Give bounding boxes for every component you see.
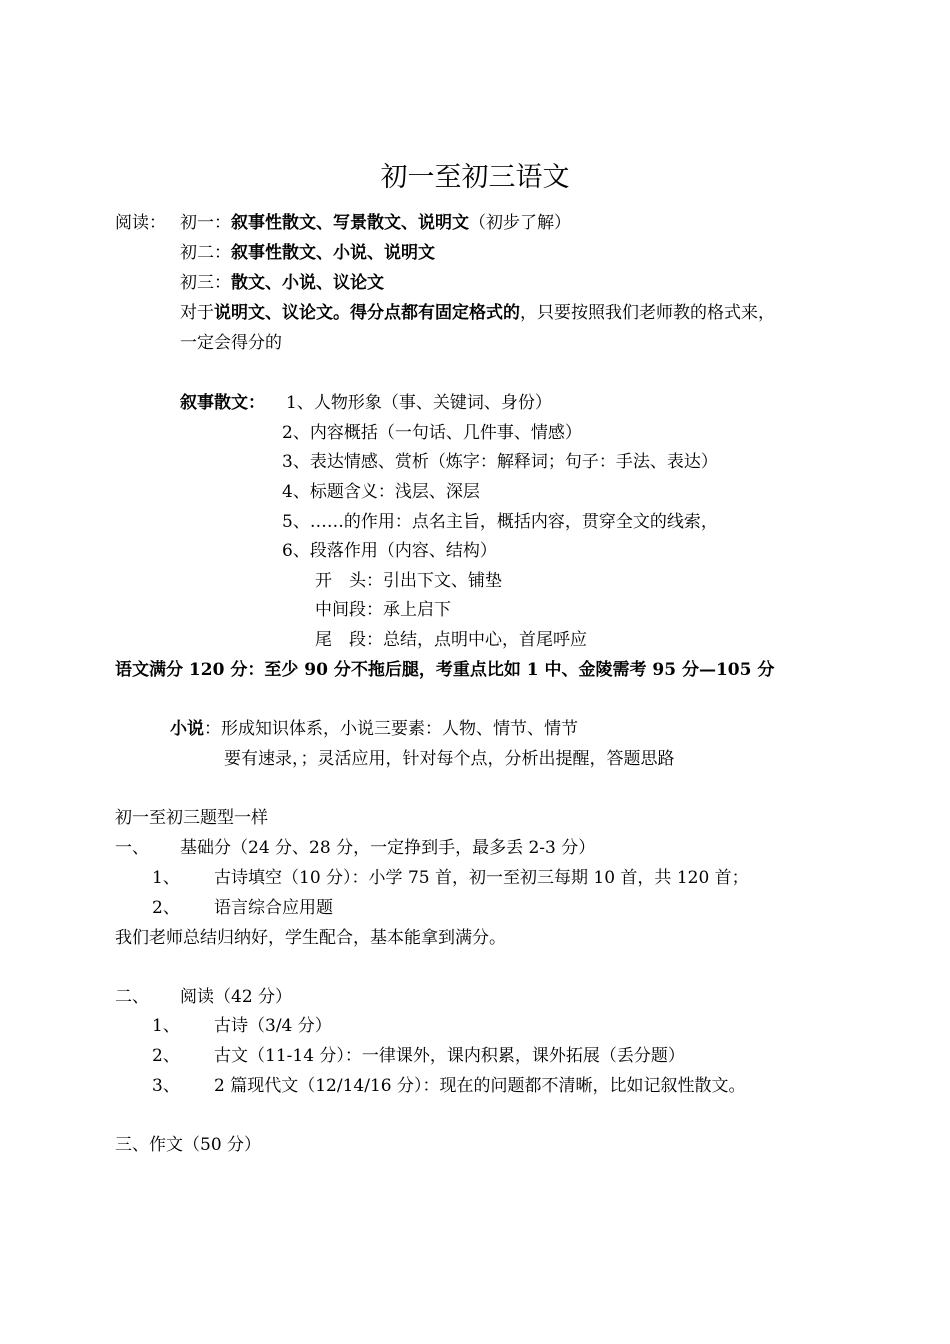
note-bold: 说明文、议论文。得分点都有固定格式的	[214, 303, 520, 323]
paragraph-role-item: 中间段：承上启下	[315, 600, 451, 620]
narrative-item: 3、表达情感、赏析（炼字：解释词；句子：手法、表达）	[282, 452, 718, 472]
paragraph-role-item: 尾 段：总结，点明中心，首尾呼应	[315, 630, 587, 650]
reading-grade2	[180, 243, 435, 263]
narrative-item: 6、段落作用（内容、结构）	[282, 541, 497, 561]
grade1-prefix: 初一：	[180, 213, 231, 233]
reading-note-line2: 一定会得分的	[180, 333, 282, 353]
section1-text: 基础分（24 分、28 分，一定挣到手，最多丢 2-3 分）	[180, 838, 596, 858]
reading-grade3	[180, 273, 384, 293]
grade3-genres: 散文、小说、议论文	[231, 273, 384, 293]
paragraph-role-item: 开 头：引出下文、铺垫	[315, 571, 502, 591]
note-prefix: 对于	[180, 303, 214, 323]
novel-line2: 要有速录，；灵活应用，针对每个点，分析出提醒，答题思路	[224, 749, 675, 769]
narrative-label: 叙事散文：	[180, 393, 265, 413]
section1-summary: 我们老师总结归纳好，学生配合，基本能拿到满分。	[115, 928, 506, 948]
note-suffix: ，只要按照我们老师教的格式来，	[520, 303, 775, 323]
section1-item-num: 1、	[152, 868, 180, 888]
reading-grade1	[180, 213, 571, 233]
section2-item-num: 3、	[152, 1076, 180, 1096]
question-types-heading: 初一至初三题型一样	[115, 808, 268, 828]
novel-text: ：形成知识体系，小说三要素：人物、情节、情节	[204, 719, 578, 739]
grade2-genres: 叙事性散文、小说、说明文	[231, 243, 435, 263]
section2-num: 二、	[115, 987, 149, 1007]
section2-item-text: 古诗（3/4 分）	[214, 1016, 332, 1036]
novel-label: 小说	[170, 719, 204, 739]
grade3-prefix: 初三：	[180, 273, 231, 293]
grade1-note: （初步了解）	[469, 213, 571, 233]
section1-item-text: 语言综合应用题	[214, 898, 333, 918]
section2-text: 阅读（42 分）	[180, 987, 293, 1007]
narrative-item: 4、标题含义：浅层、深层	[282, 482, 480, 502]
grade2-prefix: 初二：	[180, 243, 231, 263]
narrative-item: 2、内容概括（一句话、几件事、情感）	[282, 423, 582, 443]
score-note: 语文满分 120 分：至少 90 分不拖后腿，考重点比如 1 中、金陵需考 95 分—105 分	[115, 660, 775, 680]
reading-label: 阅读：	[115, 213, 166, 233]
section3-text: 三、作文（50 分）	[115, 1135, 262, 1155]
section2-item-text: 古文（11-14 分）：一律课外，课内积累，课外拓展（丢分题）	[214, 1046, 685, 1066]
novel-line1	[170, 719, 578, 739]
section1-item-num: 2、	[152, 898, 180, 918]
section1-num: 一、	[115, 838, 149, 858]
page-title: 初一至初三语文	[380, 162, 570, 193]
reading-note	[180, 303, 775, 323]
section1-item-text: 古诗填空（10 分）：小学 75 首，初一至初三每期 10 首，共 120 首；	[214, 868, 749, 888]
section2-item-text: 2 篇现代文（12/14/16 分）：现在的问题都不清晰，比如记叙性散文。	[214, 1076, 746, 1096]
narrative-item: 1、人物形象（事、关键词、身份）	[286, 393, 552, 413]
narrative-item: 5、……的作用：点名主旨，概括内容，贯穿全文的线索，	[282, 512, 718, 532]
grade1-genres: 叙事性散文、写景散文、说明文	[231, 213, 469, 233]
section2-item-num: 2、	[152, 1046, 180, 1066]
section2-item-num: 1、	[152, 1016, 180, 1036]
